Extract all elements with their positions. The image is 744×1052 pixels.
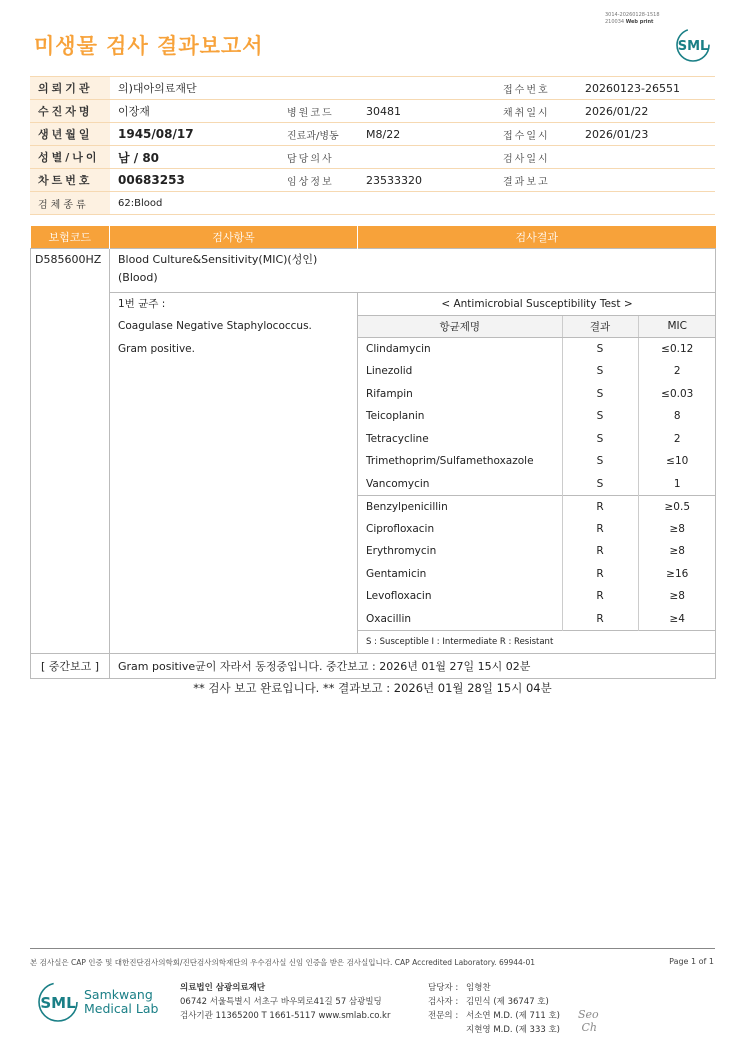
sex-age-value: 남 / 80 <box>110 146 279 169</box>
ast-row <box>358 585 716 608</box>
drug-name: Ciprofloxacin <box>358 518 562 541</box>
tester-name: 김민식 (제 36747 호) <box>466 997 549 1007</box>
ast-row <box>358 360 716 383</box>
collect-date-value: 2026/01/22 <box>577 100 715 123</box>
sml-logo-icon <box>672 26 714 64</box>
receipt-date-value: 2026/01/23 <box>577 123 715 146</box>
page-number: Page 1 of 1 <box>669 957 714 966</box>
drug-mic: ≥0.5 <box>664 500 690 513</box>
logo-text: SML <box>40 994 76 1012</box>
ast-row <box>358 563 716 586</box>
patient-value: 이장재 <box>110 100 279 123</box>
manager-label: 담당자 : <box>428 983 459 993</box>
drug-mic: ≥16 <box>666 567 689 580</box>
drug-mic: ≥8 <box>669 522 685 535</box>
gram-stain: Gram positive. <box>118 342 195 355</box>
lab-info <box>180 981 390 1023</box>
manager-name: 임형찬 <box>466 983 491 993</box>
ast-row <box>358 405 716 428</box>
lab-name: 의료법인 삼광의료재단 <box>180 983 266 993</box>
drug-result: R <box>562 563 638 586</box>
col-res: 결과 <box>562 315 638 338</box>
test-name: Blood Culture&Sensitivity(MIC)(성인) <box>118 252 318 266</box>
drug-result: S <box>562 383 638 406</box>
footer-divider <box>30 948 715 949</box>
drug-name: Linezolid <box>358 360 562 383</box>
brand-name <box>84 988 158 1016</box>
col-drug: 항균제명 <box>358 315 562 338</box>
accreditation-note: 본 검사실은 CAP 인증 및 대한진단검사의학회/진단검사의학재단의 우수검사실 신임 인증을 받은 검사실입니다. CAP Accredited Laboratory. 69944-01 <box>30 958 536 967</box>
clinical-label: 임상정보 <box>279 169 358 192</box>
doctor-value <box>358 146 495 169</box>
institution-label: 의뢰기관 <box>30 77 110 100</box>
interim-label: [ 중간보고 ] <box>31 653 110 678</box>
hospital-code-label: 병원코드 <box>279 100 358 123</box>
ast-row <box>358 428 716 451</box>
final-report-line: ** 검사 보고 완료입니다. ** 결과보고 : 2026년 01월 28일 15시 04분 <box>193 681 552 695</box>
hospital-code-value: 30481 <box>358 100 495 123</box>
drug-name: Benzylpenicillin <box>358 495 562 518</box>
test-date-value <box>577 146 715 169</box>
organism-name: Coagulase Negative Staphylococcus. <box>118 320 312 332</box>
clinical-value: 23533320 <box>358 169 495 192</box>
drug-result: S <box>562 338 638 361</box>
drug-name: Vancomycin <box>358 473 562 496</box>
sml-logo-icon <box>36 980 80 1024</box>
ast-row <box>358 540 716 563</box>
tester-label: 검사자 : <box>428 997 459 1007</box>
dept-value: M8/22 <box>358 123 495 146</box>
specialist1-name: 서소연 M.D. (제 711 호) <box>466 1011 561 1021</box>
results-table <box>30 226 716 679</box>
birth-label: 생년월일 <box>30 123 110 146</box>
ast-table <box>358 293 716 653</box>
col-test-result: 검사결과 <box>358 226 716 248</box>
chart-value: 00683253 <box>110 169 279 192</box>
drug-name: Oxacillin <box>358 608 562 631</box>
doc-code-line1: 3014-20260128-1518 <box>605 12 660 18</box>
birth-value: 1945/08/17 <box>110 123 279 146</box>
ast-row <box>358 473 716 496</box>
drug-mic: 2 <box>673 365 681 378</box>
ast-legend: S : Susceptible I : Intermediate R : Resistant <box>358 630 716 653</box>
insurance-code: D585600HZ <box>31 248 110 653</box>
ast-row <box>358 608 716 631</box>
col-mic: MIC <box>638 315 716 338</box>
chart-label: 차트번호 <box>30 169 110 192</box>
collect-date-label: 채취일시 <box>495 100 577 123</box>
drug-result: S <box>562 473 638 496</box>
drug-mic: 8 <box>673 410 681 423</box>
report-value <box>577 169 715 192</box>
specimen-label: 검체종류 <box>30 192 110 215</box>
institution-value: 의)대아의료재단 <box>110 77 495 100</box>
doc-code-line2: 210034 <box>605 19 625 25</box>
drug-mic: ≤0.03 <box>661 387 694 400</box>
signature-icon: Seo Ch <box>578 1008 599 1034</box>
drug-mic: ≥4 <box>669 612 685 625</box>
lab-contact: 검사기관 11365200 T 1661-5117 www.smlab.co.kr <box>180 1011 391 1021</box>
brand-line1: Samkwang <box>84 987 153 1002</box>
drug-result: R <box>562 608 638 631</box>
receipt-date-label: 접수일시 <box>495 123 577 146</box>
patient-label: 수진자명 <box>30 100 110 123</box>
drug-name: Gentamicin <box>358 563 562 586</box>
drug-name: Teicoplanin <box>358 405 562 428</box>
drug-result: R <box>562 518 638 541</box>
drug-mic: ≤10 <box>666 455 689 468</box>
drug-result: S <box>562 450 638 473</box>
ast-row <box>358 450 716 473</box>
drug-mic: 1 <box>673 477 681 490</box>
ast-title: < Antimicrobial Susceptibility Test > <box>358 293 716 316</box>
dept-label: 진료과/병동 <box>279 123 358 146</box>
ast-row <box>358 518 716 541</box>
report-label: 결과보고 <box>495 169 577 192</box>
drug-name: Rifampin <box>358 383 562 406</box>
test-date-label: 검사일시 <box>495 146 577 169</box>
ast-cell <box>358 292 716 653</box>
test-specimen: (Blood) <box>118 270 158 284</box>
doc-code <box>605 12 660 26</box>
col-insurance-code: 보험코드 <box>31 226 110 248</box>
drug-name: Tetracycline <box>358 428 562 451</box>
staff-info <box>428 981 560 1037</box>
drug-mic: ≥8 <box>669 590 685 603</box>
drug-result: S <box>562 428 638 451</box>
lab-address: 06742 서울특별시 서초구 바우뫼로41길 57 삼광빌딩 <box>180 997 382 1007</box>
drug-mic: ≥8 <box>669 545 685 558</box>
col-test-item: 검사항목 <box>110 226 358 248</box>
specimen-value: 62:Blood <box>110 192 715 215</box>
sex-age-label: 성별/나이 <box>30 146 110 169</box>
receipt-no-value: 20260123-26551 <box>577 77 715 100</box>
patient-info-table <box>30 76 715 215</box>
drug-result: R <box>562 585 638 608</box>
specialist-label: 전문의 : <box>428 1011 459 1021</box>
ast-row <box>358 495 716 518</box>
report-title: 미생물 검사 결과보고서 <box>34 34 264 58</box>
drug-result: S <box>562 405 638 428</box>
print-label: Web print <box>625 19 654 25</box>
organism-cell <box>110 292 358 653</box>
test-name-cell <box>110 248 716 292</box>
drug-name: Levofloxacin <box>358 585 562 608</box>
interim-text: Gram positive균이 자라서 동정중입니다. 중간보고 : 2026년 01월 27일 15시 02분 <box>110 653 716 678</box>
receipt-no-label: 접수번호 <box>495 77 577 100</box>
doctor-label: 담당의사 <box>279 146 358 169</box>
drug-result: R <box>562 495 638 518</box>
ast-row <box>358 338 716 361</box>
drug-name: Erythromycin <box>358 540 562 563</box>
drug-name: Trimethoprim/Sulfamethoxazole <box>358 450 562 473</box>
brand-line2: Medical Lab <box>84 1001 159 1016</box>
drug-result: S <box>562 360 638 383</box>
logo-text: SML <box>677 39 709 54</box>
drug-name: Clindamycin <box>358 338 562 361</box>
drug-mic: 2 <box>673 432 681 445</box>
drug-result: R <box>562 540 638 563</box>
drug-mic: ≤0.12 <box>661 343 694 355</box>
organism-label: 1번 균주 : <box>118 297 166 310</box>
ast-row <box>358 383 716 406</box>
specialist2-name: 지현영 M.D. (제 333 호) <box>466 1025 561 1035</box>
